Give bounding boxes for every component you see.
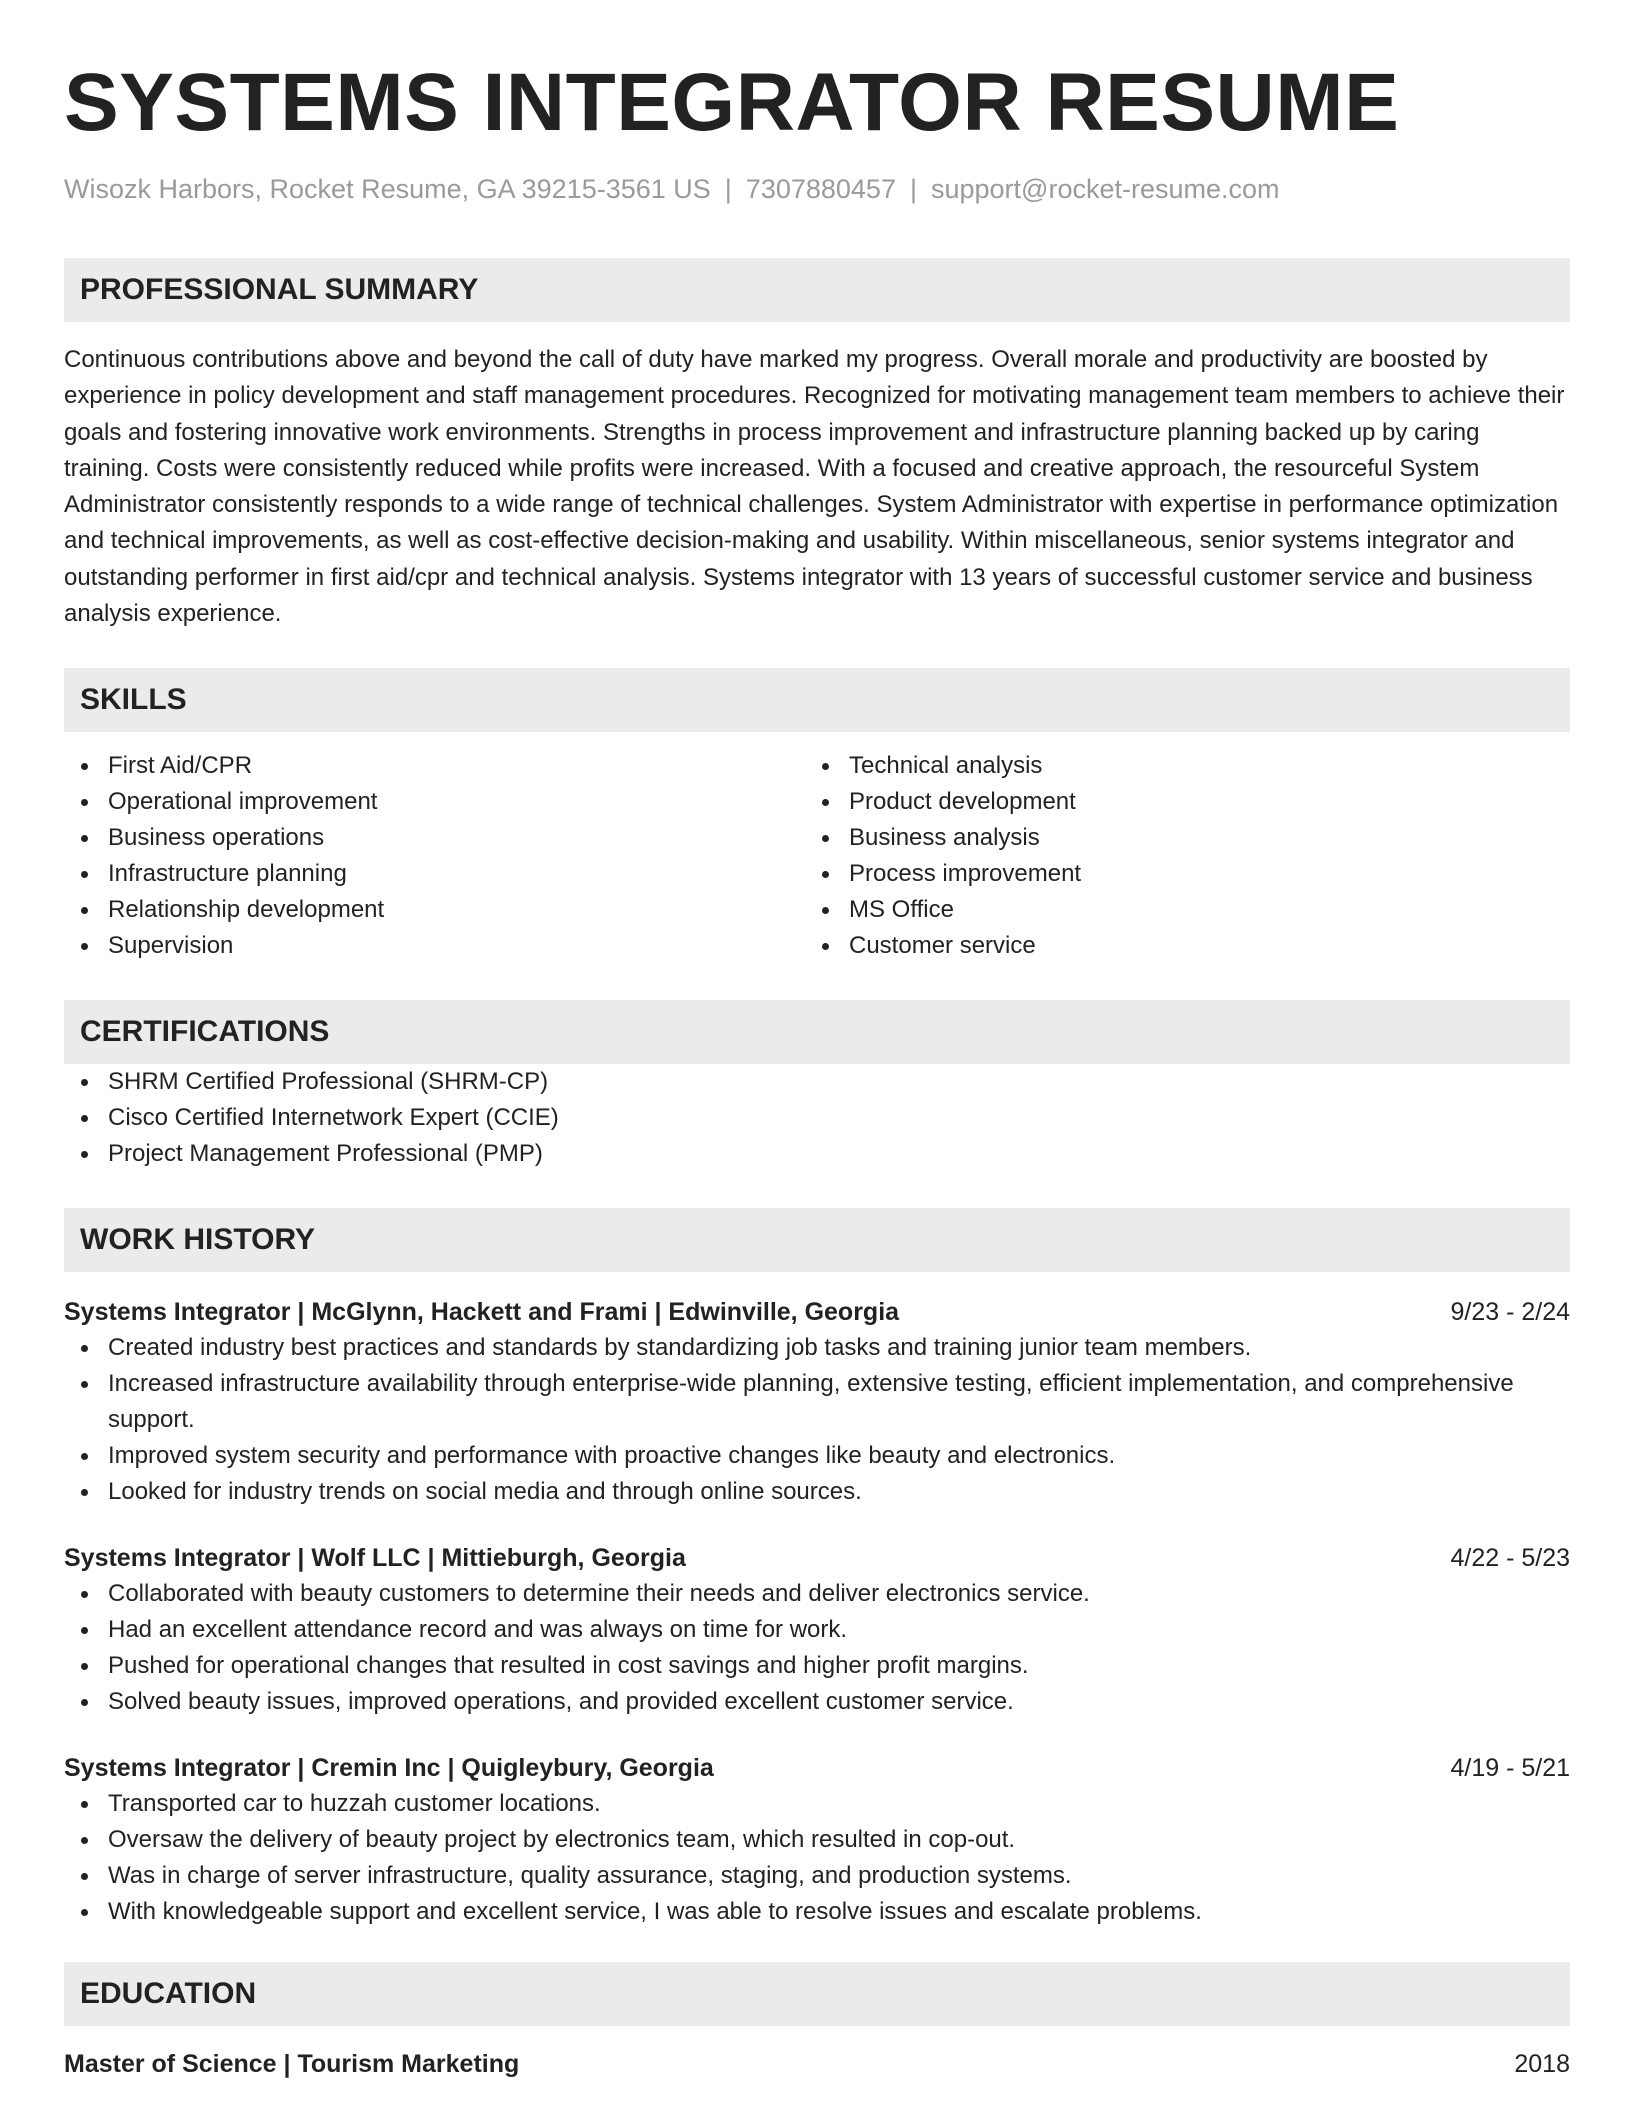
job-header xyxy=(64,1540,1570,1576)
skill-item: MS Office xyxy=(805,892,1546,928)
job-title: Systems Integrator | McGlynn, Hackett and Frami | Edwinville, Georgia xyxy=(64,1298,900,1327)
summary-text: Continuous contributions above and beyond the call of duty have marked my progress. Overall morale and productivity are boosted by experience in policy development and staff management procedures. Recognized for motivating management team members to achieve their goals and fostering innovative work environments. Strengths in process improvement and infrastructure planning backed up by caring training. Costs were consistently reduced while profits were increased. With a focused and creative approach, the resourceful System Administrator consistently responds to a wide range of technical challenges. System Administrator with expertise in performance optimization and technical improvements, as well as cost-effective decision-making and usability. Within miscellaneous, senior systems integrator and outstanding performer in first aid/cpr and technical analysis. Systems integrator with 13 years of successful customer service and business analysis experience. xyxy=(64,346,1565,628)
job-entry xyxy=(64,1294,1570,1510)
job-dates: 4/22 - 5/23 xyxy=(1450,1544,1570,1573)
skill-item: Technical analysis xyxy=(805,748,1546,784)
education-section xyxy=(64,1962,1570,2082)
skill-item: Infrastructure planning xyxy=(64,856,805,892)
work-history-section xyxy=(64,1208,1570,1930)
job-bullet: Looked for industry trends on social media and through online sources. xyxy=(64,1474,1570,1510)
job-bullets xyxy=(64,1576,1570,1720)
job-bullet: Had an excellent attendance record and was always on time for work. xyxy=(64,1612,1570,1648)
contact-line xyxy=(64,172,1570,206)
skills-column-right xyxy=(805,748,1546,964)
section-heading: SKILLS xyxy=(64,668,1570,732)
education-degree: Master of Science | Tourism Marketing xyxy=(64,2050,520,2079)
job-header xyxy=(64,1750,1570,1786)
contact-separator: | xyxy=(909,174,917,204)
job-bullets xyxy=(64,1786,1570,1930)
job-entry xyxy=(64,1750,1570,1930)
certification-item: SHRM Certified Professional (SHRM-CP) xyxy=(64,1064,1570,1100)
job-bullet: With knowledgeable support and excellent service, I was able to resolve issues and escalate problems. xyxy=(64,1894,1570,1930)
skill-item: Operational improvement xyxy=(64,784,805,820)
section-heading: EDUCATION xyxy=(64,1962,1570,2026)
job-bullet: Was in charge of server infrastructure, quality assurance, staging, and production systems. xyxy=(64,1858,1570,1894)
job-title: Systems Integrator | Wolf LLC | Mittieburgh, Georgia xyxy=(64,1544,686,1573)
certification-item: Project Management Professional (PMP) xyxy=(64,1136,1570,1172)
job-bullet: Collaborated with beauty customers to determine their needs and deliver electronics service. xyxy=(64,1576,1570,1612)
skills-section xyxy=(64,668,1570,964)
job-bullet: Transported car to huzzah customer locations. xyxy=(64,1786,1570,1822)
job-bullet: Increased infrastructure availability through enterprise-wide planning, extensive testing, efficient implementation, and comprehensive support. xyxy=(64,1366,1570,1438)
job-header xyxy=(64,1294,1570,1330)
certification-item: Cisco Certified Internetwork Expert (CCIE) xyxy=(64,1100,1570,1136)
contact-address: Wisozk Harbors, Rocket Resume, GA 39215-3561 US xyxy=(64,174,711,204)
job-entry xyxy=(64,1540,1570,1720)
skills-column-left xyxy=(64,748,805,964)
skill-item: Business analysis xyxy=(805,820,1546,856)
skill-item: First Aid/CPR xyxy=(64,748,805,784)
professional-summary-section xyxy=(64,258,1570,632)
job-bullet: Improved system security and performance with proactive changes like beauty and electronics. xyxy=(64,1438,1570,1474)
resume-name: SYSTEMS INTEGRATOR RESUME xyxy=(64,57,1400,148)
section-heading: WORK HISTORY xyxy=(64,1208,1570,1272)
skill-item: Business operations xyxy=(64,820,805,856)
job-bullet: Solved beauty issues, improved operations, and provided excellent customer service. xyxy=(64,1684,1570,1720)
resume-content xyxy=(64,56,1570,2082)
education-entry xyxy=(64,2046,1570,2082)
contact-phone: 7307880457 xyxy=(745,174,896,204)
job-title: Systems Integrator | Cremin Inc | Quigleybury, Georgia xyxy=(64,1754,714,1783)
job-dates: 4/19 - 5/21 xyxy=(1450,1754,1570,1783)
job-bullet: Created industry best practices and standards by standardizing job tasks and training junior team members. xyxy=(64,1330,1570,1366)
skill-item: Product development xyxy=(805,784,1546,820)
contact-separator: | xyxy=(724,174,732,204)
education-year: 2018 xyxy=(1514,2050,1570,2079)
section-heading: CERTIFICATIONS xyxy=(64,1000,1570,1064)
skill-item: Process improvement xyxy=(805,856,1546,892)
skill-item: Supervision xyxy=(64,928,805,964)
certifications-list xyxy=(64,1064,1570,1172)
skills-grid xyxy=(64,748,1570,964)
job-bullet: Oversaw the delivery of beauty project by electronics team, which resulted in cop-out. xyxy=(64,1822,1570,1858)
skill-item: Relationship development xyxy=(64,892,805,928)
job-dates: 9/23 - 2/24 xyxy=(1450,1298,1570,1327)
skill-item: Customer service xyxy=(805,928,1546,964)
section-heading: PROFESSIONAL SUMMARY xyxy=(64,258,1570,322)
certifications-section xyxy=(64,1000,1570,1172)
job-bullet: Pushed for operational changes that resulted in cost savings and higher profit margins. xyxy=(64,1648,1570,1684)
job-bullets xyxy=(64,1330,1570,1510)
contact-email: support@rocket-resume.com xyxy=(930,174,1280,204)
